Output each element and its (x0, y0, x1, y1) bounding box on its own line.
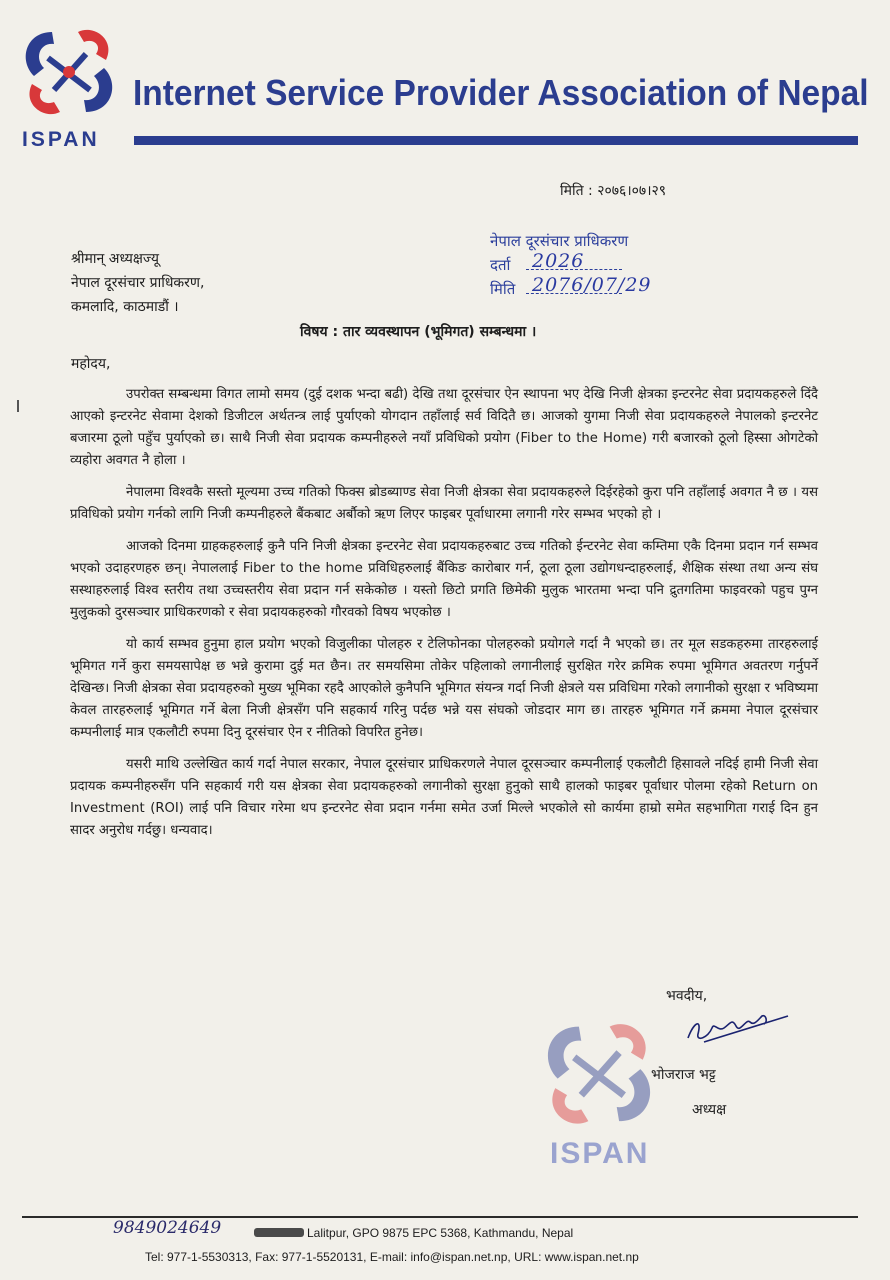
footer-contact: Tel: 977-1-5530313, Fax: 977-1-5520131, E-mail: info@ispan.net.np, URL: www.ispan.net.np (145, 1250, 639, 1264)
stamp-darta-value: 2026 (532, 250, 585, 272)
received-stamp (490, 229, 730, 301)
ispan-watermark-logo-icon (534, 1012, 664, 1137)
body-paragraph-1: उपरोक्त सम्बन्धमा विगत लामो समय (दुई दशक भन्दा बढी) देखि तथा दूरसंचार ऐन स्थापना भए देखि निजी क्षेत्रका इन्टरनेट सेवा प्रदायकहरुले दिंदै आएको इन्टरनेट सेवामा देशको डिजीटल अर्थतन्त्र लाई पुर्याएको योगदान तहाँलाई सर्व विदितै छ। आजको युगमा निजी सेवा प्रदायकहरुले नेपालको इन्टरनेट बजारमा ठूलो पहुँच पुर्याएको छ। साथै निजी सेवा प्रदायक कम्पनीहरुले नयाँ प्रविधिको प्रयोग (Fiber to the Home) गरी बजारको ठूलो हिस्सा ओगटेको व्यहोरा अवगत नै होला । (70, 387, 818, 468)
body-paragraph-3: आजको दिनमा ग्राहकहरुलाई कुनै पनि निजी क्षेत्रका इन्टरनेट सेवा प्रदायकहरुबाट उच्च गतिको ईन्टरनेट सेवा कम्तिमा एकै दिनमा प्रदान गर्न सम्भव भएको उदाहरणहरु छन्। नेपाललाई Fiber to the home प्रविधिहरुलाई बैंकिङ कारोबार गर्न, ठूला ठूला उद्योगधन्दाहरुलाई, शैक्षिक संस्था तथा अन्य संघ सस्थाहरुलाई विश्व स्तरीय तथा उच्चस्तरीय सेवा प्रदान गर्न सकेकोछ । यस्तो छिटो प्रगति छिमेकी मुलुक भारतमा भन्दा पनि द्रुतगतिमा फाइवरको पहुच पुग्न मुलुकको दुरसञ्चार प्राधिकरणको र सेवा प्रदायकहरुको गौरवको विषय भएकोछ । (70, 539, 818, 620)
letter-subject: विषय : तार व्यवस्थापन (भूमिगत) सम्बन्धमा । (300, 324, 537, 340)
ispan-logo-icon (14, 20, 124, 125)
closing-salutation: भवदीय, (666, 988, 708, 1004)
stamp-title: नेपाल दूरसंचार प्राधिकरण (490, 232, 629, 250)
stamp-miti-label: मिति (490, 280, 516, 298)
stamp-miti-row (490, 274, 730, 301)
signature-icon (684, 1008, 794, 1048)
body-paragraph-4: यो कार्य सम्भव हुनुमा हाल प्रयोग भएको विजुलीका पोलहरु र टेलिफोनका पोलहरुको प्रयोगले गर्दा नै भएको छ। तर मूल सडकहरुमा तारहरुलाई भूमिगत गर्ने कुरा समयसापेक्ष छ भन्ने कुरामा दुई मत छैन। तर समयसिमा तोकेर पहिलाको लगानीलाई सुरक्षित गरेर क्रमिक रुपमा भूमिगत अवतरण गर्नुपर्ने देखिन्छ। निजी क्षेत्रका सेवा प्रदायहरुको मुख्य भूमिका रहदै आएकोले कुनैपनि भूमिगत संयन्त्र गर्दा निजी क्षेत्रले यस प्रविधिमा गरेको लगानीको सुरक्षा र भविष्यमा केवल तारहरुलाई भूमिगत गर्ने बेला निजी क्षेत्रसँग पनि सहकार्य गरिनु पर्दछ भन्ने यस संघको जोडदार माग छ। तारहरु भूमिगत गर्ने क्रममा नेपाल दूरसंचार कम्पनीलाई मात्र एकलौटी रुपमा दिनु दूरसंचार ऐन र नीतिको विपरित हुनेछ। (70, 637, 818, 740)
watermark-wordmark: ISPAN (550, 1137, 650, 1170)
letter-greeting: महोदय, (71, 356, 111, 372)
letter-body (70, 384, 818, 852)
body-paragraph-2: नेपालमा विश्वकै सस्तो मूल्यमा उच्च गतिको फिक्स ब्रोडब्याण्ड सेवा निजी क्षेत्रका सेवा प्रदायकहरुले दिईरहेको कुरा पनि तहाँलाई अवगत नै छ । यस प्रविधिको प्रयोग गर्नको लागि निजी कम्पनीहरुले बैंकबाट अर्बौको ऋण लिएर फाइबर पूर्वाधारमा लगानी गरेर सम्भव भएको हो । (70, 485, 818, 522)
margin-mark (17, 400, 19, 412)
handwritten-phone: 9849024649 (113, 1218, 222, 1238)
stamp-darta-label: दर्ता (490, 256, 511, 274)
signer-title: अध्यक्ष (692, 1102, 727, 1118)
stamp-miti-value: 2076/07/29 (532, 274, 652, 296)
letter-date: मिति : २०७६।०७।२९ (560, 183, 667, 199)
addressee-line-2: नेपाल दूरसंचार प्राधिकरण, (71, 275, 205, 291)
logo-wordmark: ISPAN (22, 128, 100, 151)
redacted-text (254, 1228, 304, 1237)
addressee-block (71, 247, 204, 319)
addressee-line-3: कमलादि, काठमाडौं । (71, 299, 179, 315)
header-divider (134, 136, 858, 145)
signer-name: भोजराज भट्ट (651, 1067, 716, 1083)
addressee-line-1: श्रीमान् अध्यक्षज्यू (71, 251, 160, 267)
body-paragraph-5: यसरी माथि उल्लेखित कार्य गर्दा नेपाल सरकार, नेपाल दूरसंचार प्राधिकरणले नेपाल दूरसञ्चार कम्पनीलाई एकलौटी हिसावले नदिई हामी निजी सेवा प्रदायक कम्पनीहरुसँग पनि सहकार्य गरी यस क्षेत्रका सेवा प्रदायकहरुको लगानीको सुरक्षा हुनुको साथै हालको फाइबर पूर्वाधार पोलमा रहेको Return on Investment (ROI) लाई पनि विचार गरेमा थप इन्टरनेट सेवा प्रदान गर्नमा समेत उर्जा मिल्ले भएकोले सो कार्यमा हाम्रो समेत सहभागिता गराई दिन हुन सादर अनुरोध गर्दछु। धन्यवाद। (70, 757, 818, 838)
organization-name: Internet Service Provider Association of Nepal (133, 72, 869, 113)
footer-address: Lalitpur, GPO 9875 EPC 5368, Kathmandu, Nepal (307, 1226, 574, 1240)
